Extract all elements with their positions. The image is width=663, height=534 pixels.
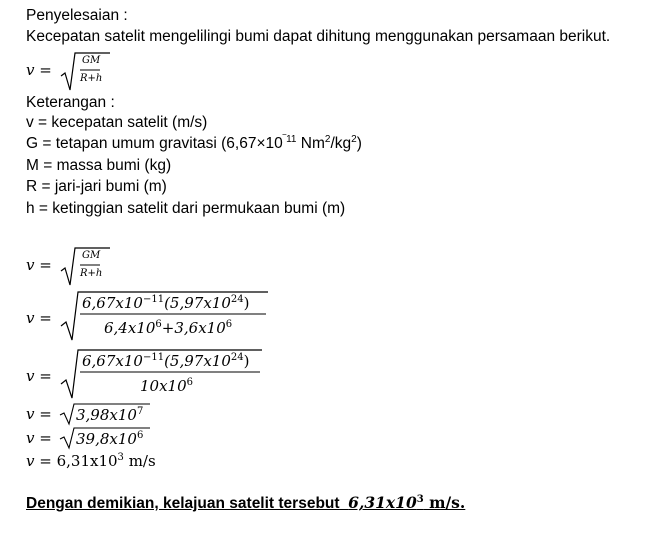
formula-denominator: R+h <box>80 73 103 84</box>
conclusion: Dengan demikian, kelajuan satelit tersebut $6,31x10^3$ m/s. <box>26 493 466 512</box>
keterangan-g: G = tetapan umum gravitasi ($6,67\times 10^{‾11}$ $Nm^2/kg^2$) <box>26 134 362 152</box>
step-2-denominator: $6,4x10^6+3,6x10^6$ <box>104 319 233 337</box>
heading: Penyelesaian : <box>26 7 128 24</box>
step-2: v = $6,67x10^{-11}(5,97x10^{24})$ $6,4x10^6+3,6x10^6$ <box>0 288 300 342</box>
keterangan-m: M = massa bumi (kg) <box>26 157 172 174</box>
step-2-numerator: $6,67x10^{-11}(5,97x10^{24})$ <box>82 294 250 312</box>
step-5: v = $39,8x10^6$ <box>0 426 250 450</box>
radical-sign <box>0 48 130 92</box>
step-3-numerator: $6,67x10^{-11}(5,97x10^{24})$ <box>82 352 250 370</box>
step-6: $v = 6,31x10^3$ m/s <box>26 452 156 470</box>
keterangan-label: Keterangan : <box>26 94 115 111</box>
keterangan-h: h = ketinggian satelit dari permukaan bumi (m) <box>26 200 346 217</box>
step-1: v = GM R+h <box>0 243 200 287</box>
intro-text: Kecepatan satelit mengelilingi bumi dapat dihitung menggunakan persamaan berikut. <box>26 28 611 45</box>
keterangan-v: v = kecepatan satelit (m/s) <box>26 114 208 131</box>
keterangan-r: R = jari-jari bumi (m) <box>26 178 167 195</box>
formula-numerator: GM <box>82 55 101 66</box>
radical-sign <box>0 243 130 287</box>
formula-main <box>0 48 200 92</box>
step-3: v = $6,67x10^{-11}(5,97x10^{24})$ $10x10^6$ <box>0 346 300 400</box>
step-4: v = $3,98x10^7$ <box>0 402 250 426</box>
formula-lhs: v = <box>26 61 52 79</box>
step-3-denominator: $10x10^6$ <box>140 377 194 395</box>
